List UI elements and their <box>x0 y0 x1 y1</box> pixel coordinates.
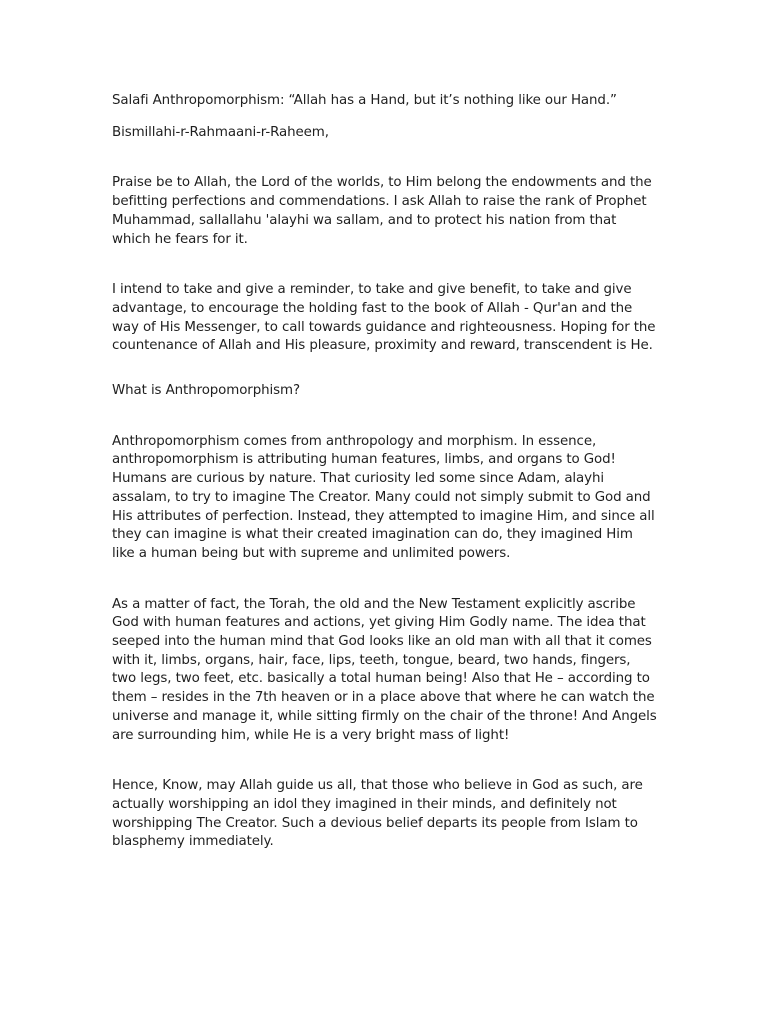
paragraph-intention: I intend to take and give a reminder, to take and give benefit, to take and give advantage, to encourage the holding fast to the book of Allah - Qur'an and the way of His Messenger, to call towards guidance and righteousness. Hoping for the countenance of Allah and His pleasure, proximity and reward, transcendent is He. <box>112 282 656 354</box>
paragraph-scripture: As a matter of fact, the Torah, the old and the New Testament explicitly ascribe God with human features and actions, yet giving Him Godly name. The idea that seeped into the human mind that God looks like an old man with all that it comes with it, limbs, organs, hair, face, lips, teeth, tongue, beard, two hands, fingers, two legs, two feet, etc. basically a total human being! Also that He – according to them – resides in the 7th heaven or in a place above that where he can watch the universe and manage it, while sitting firmly on the chair of the throne! And Angels are surrounding him, while He is a very bright mass of light! <box>112 596 657 743</box>
greeting-line: Bismillahi-r-Rahmaani-r-Raheem, <box>112 124 329 140</box>
paragraph-praise: Praise be to Allah, the Lord of the worlds, to Him belong the endowments and the befitting perfections and commendations. I ask Allah to raise the rank of Prophet Muhammad, sallallahu 'alayhi wa sallam, and to protect his nation from that which he fears for it. <box>112 175 652 247</box>
section-heading: What is Anthropomorphism? <box>112 383 300 399</box>
document-page <box>112 92 657 852</box>
document-title: Salafi Anthropomorphism: “Allah has a Hand, but it’s nothing like our Hand.” <box>112 93 617 108</box>
paragraph-definition: Anthropomorphism comes from anthropology and morphism. In essence, anthropomorphism is attributing human features, limbs, and organs to God! Humans are curious by nature. That curiosity led some since Adam, alayhi assalam, to try to imagine The Creator. Many could not simply submit to God and His attributes of perfection. Instead, they attempted to imagine Him, and since all they can imagine is what their created imagination can do, they imagined Him like a human being but with supreme and unlimited powers. <box>112 433 655 561</box>
paragraph-conclusion: Hence, Know, may Allah guide us all, that those who believe in God as such, are actually worshipping an idol they imagined in their minds, and definitely not worshipping The Creator. Such a devious belief departs its people from Islam to blasphemy immediately. <box>112 778 643 850</box>
